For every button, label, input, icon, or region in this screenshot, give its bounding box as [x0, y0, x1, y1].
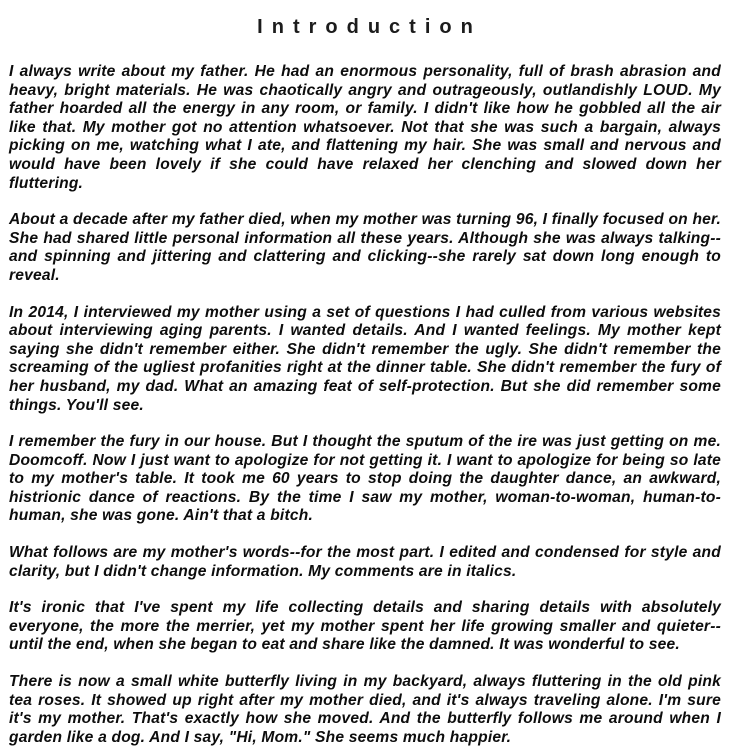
paragraph-2: About a decade after my father died, when my mother was turning 96, I finally focused on her. She had shared little personal information all these years. Although she was always talking--and spinning and jittering and clattering and clicking--she rarely sat down long enough to reveal.: [9, 211, 721, 284]
document-body: [9, 63, 721, 747]
paragraph-6: It's ironic that I've spent my life collecting details and sharing details with absolutely everyone, the more the merrier, yet my mother spent her life growing smaller and quieter--until the end, when she began to eat and share like the damned. It was wonderful to see.: [9, 599, 721, 654]
paragraph-5: What follows are my mother's words--for the most part. I edited and condensed for style and clarity, but I didn't change information. My comments are in italics.: [9, 544, 721, 580]
paragraph-1: I always write about my father. He had an enormous personality, full of brash abrasion and heavy, bright materials. He was chaotically angry and outrageously, outlandishly LOUD. My father hoarded all the energy in any room, or family. I didn't like how he gobbled all the air like that. My mother got no attention whatsoever. Not that she was such a bargain, always picking on me, watching what I ate, and flattening my hair. She was small and nervous and would have been lovely if she could have relaxed her clenching and slowed down her fluttering.: [9, 63, 721, 192]
paragraph-7: There is now a small white butterfly living in my backyard, always fluttering in the old pink tea roses. It showed up right after my mother died, and it's always traveling alone. I'm sure it's my mother. That's exactly how she moved. And the butterfly follows me around when I garden like a dog. And I say, "Hi, Mom." She seems much happier.: [9, 673, 721, 746]
page-title: Introduction: [257, 16, 482, 38]
paragraph-4: I remember the fury in our house. But I thought the sputum of the ire was just getting on me. Doomcoff. Now I just want to apologize for not getting it. I want to apologize for being so late to my mother's table. It took me 60 years to stop doing the daughter dance, an awkward, histrionic dance of reactions. By the time I saw my mother, woman-to-woman, human-to-human, she was gone. Ain't that a bitch.: [9, 433, 721, 525]
paragraph-3: In 2014, I interviewed my mother using a set of questions I had culled from various websites about interviewing aging parents. I wanted details. And I wanted feelings. My mother kept saying she didn't remember either. She didn't remember the ugly. She didn't remember the screaming of the ugliest profanities right at the dinner table. She didn't remember the fury of her husband, my dad. What an amazing feat of self-protection. But she did remember some things. You'll see.: [9, 303, 721, 414]
